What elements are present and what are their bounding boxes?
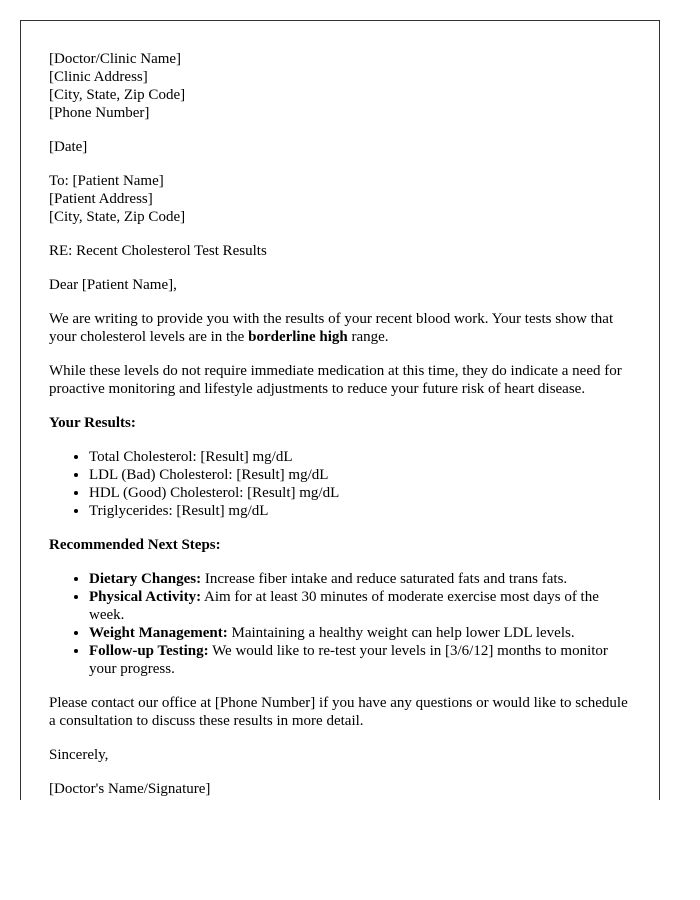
result-item: • LDL (Bad) Cholesterol: [Result] mg/dL [89,466,631,484]
step-item [89,570,631,588]
step-text: Increase fiber intake and reduce saturated fats and trans fats. [201,571,568,587]
result-item: • Triglycerides: [Result] mg/dL [89,502,631,520]
monitoring-paragraph: While these levels do not require immediate medication at this time, they do indicate a need for proactive monitoring and lifestyle adjustments to reduce your future risk of heart disease. [49,363,622,397]
letter-page [20,20,660,800]
result-item: • Total Cholesterol: [Result] mg/dL [89,448,631,466]
step-item [89,642,631,678]
signoff: Sincerely, [49,747,109,763]
results-list [49,448,631,520]
step-item [89,624,631,642]
step-item [89,588,631,624]
recipient-city: [City, State, Zip Code] [49,209,186,225]
intro-text-before: We are writing to provide you with the results of your recent blood work. Your tests show that your cholesterol levels are in the [49,311,614,345]
signature-line: [Doctor's Name/Signature] [49,781,211,797]
step-label: Dietary Changes: [89,571,202,587]
subject-line: RE: Recent Cholesterol Test Results [49,243,267,259]
step-label: Follow-up Testing: [89,643,209,659]
sender-city: [City, State, Zip Code] [49,87,186,103]
sender-block [49,50,631,122]
step-text: We would like to re-test your levels in [3/6/12] months to monitor your progress. [89,643,608,677]
result-item: • HDL (Good) Cholesterol: [Result] mg/dL [89,484,631,502]
step-label: Physical Activity: [89,589,202,605]
salutation: Dear [Patient Name], [49,277,177,293]
intro-paragraph [49,310,631,346]
sender-address: [Clinic Address] [49,69,148,85]
intro-emphasis: borderline high [248,329,348,345]
letter-date: [Date] [49,139,88,155]
steps-heading: Recommended Next Steps: [49,537,221,553]
sender-name: [Doctor/Clinic Name] [49,51,182,67]
recipient-block [49,172,631,226]
step-label: Weight Management: [89,625,228,641]
results-heading: Your Results: [49,415,136,431]
step-text: Aim for at least 30 minutes of moderate exercise most days of the week. [89,589,599,623]
intro-text-after: range. [347,329,389,345]
contact-paragraph: Please contact our office at [Phone Number] if you have any questions or would like to schedule a consultation to discuss these results in more detail. [49,695,628,729]
sender-phone: [Phone Number] [49,105,150,121]
step-text: Maintaining a healthy weight can help lower LDL levels. [227,625,575,641]
recipient-address: [Patient Address] [49,191,153,207]
steps-list [49,570,631,678]
recipient-name: To: [Patient Name] [49,173,164,189]
